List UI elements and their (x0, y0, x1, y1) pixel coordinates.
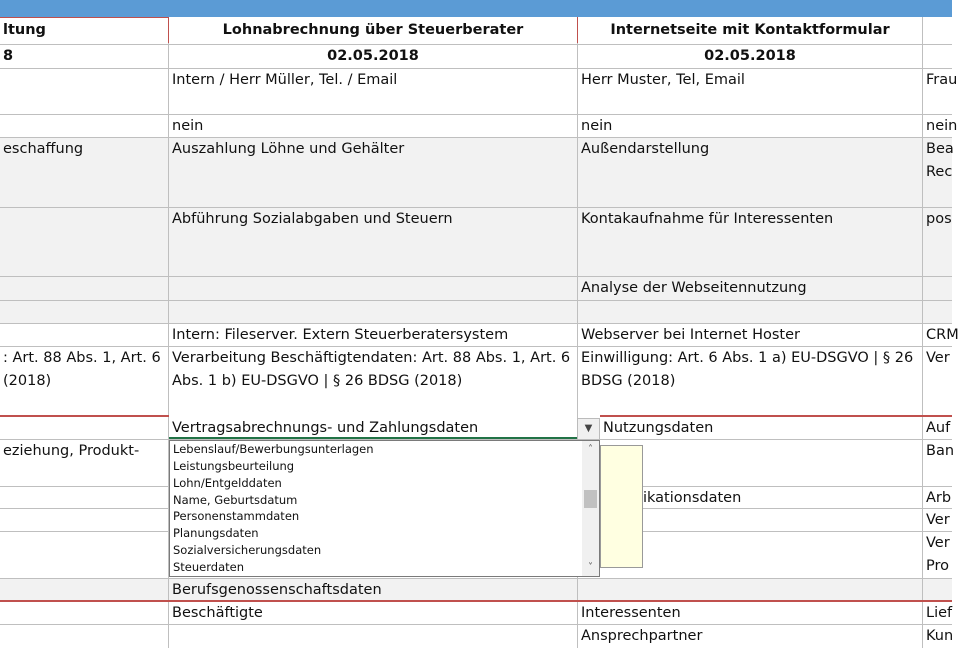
table-cell[interactable] (169, 277, 577, 300)
table-cell[interactable]: Abführung Sozialabgaben und Steuern (169, 208, 577, 276)
table-cell[interactable]: Bea Rec (923, 138, 952, 207)
table-cell[interactable]: Lief (926, 605, 953, 621)
header-cell[interactable]: Lohnabrechnung über Steuerberater (222, 22, 524, 38)
table-cell[interactable] (923, 579, 952, 600)
table-cell[interactable]: nein (581, 118, 613, 134)
table-cell[interactable]: Auf (926, 420, 951, 436)
chevron-down-icon[interactable]: ˅ (588, 562, 593, 573)
active-cell[interactable]: Vertragsabrechnungs- und Zahlungsdaten (169, 417, 577, 439)
table-cell[interactable] (0, 324, 168, 346)
table-cell[interactable]: Außendarstellung (578, 138, 922, 207)
table-cell[interactable] (0, 417, 168, 439)
table-cell[interactable]: nein (172, 118, 204, 134)
table-cell[interactable]: CRM (926, 327, 959, 343)
table-cell[interactable]: Webserver bei Internet Hoster (581, 327, 800, 343)
table-cell[interactable]: Beschäftigte (172, 605, 263, 621)
table-cell[interactable]: Frau (926, 72, 958, 88)
scrollbar-thumb[interactable] (584, 490, 597, 508)
dropdown-list[interactable] (169, 440, 600, 577)
table-cell[interactable]: Ver (926, 350, 950, 366)
table-cell[interactable] (578, 301, 922, 323)
table-cell[interactable]: Intern: Fileserver. Extern Steuerberatersystem (172, 327, 509, 343)
table-cell[interactable] (0, 579, 168, 600)
dropdown-option[interactable]: Planungsdaten (173, 526, 259, 540)
table-cell[interactable]: Herr Muster, Tel, Email (581, 72, 745, 88)
table-cell[interactable] (0, 625, 168, 648)
chevron-up-icon[interactable]: ˄ (588, 444, 593, 455)
table-cell[interactable]: Interessenten (581, 605, 681, 621)
dropdown-option[interactable]: Sozialversicherungsdaten (173, 543, 322, 557)
comment-box (600, 445, 643, 568)
table-cell[interactable]: Arb (926, 490, 952, 506)
date-cell[interactable]: 02.05.2018 (327, 48, 419, 64)
dropdown-arrow-icon[interactable]: ▼ (577, 418, 600, 440)
dropdown-option[interactable]: Steuerdaten (173, 560, 244, 574)
table-cell[interactable] (0, 602, 168, 624)
table-cell[interactable]: Analyse der Webseitennutzung (578, 277, 922, 300)
table-cell[interactable]: Ver Pro (926, 535, 950, 574)
table-cell[interactable] (923, 301, 952, 323)
table-cell[interactable]: Ver (926, 512, 950, 528)
table-cell[interactable]: Auszahlung Löhne und Gehälter (169, 138, 577, 207)
table-cell[interactable]: Verarbeitung Beschäftigtendaten: Art. 88 Abs. 1, Art. 6 Abs. 1 b) EU-DSGVO | § 26 BDSG (2018) (172, 350, 571, 389)
table-cell[interactable]: Nutzungsdaten (603, 420, 714, 436)
red-border (0, 17, 169, 18)
table-cell[interactable] (0, 115, 168, 137)
table-cell[interactable] (923, 277, 952, 300)
table-cell[interactable]: Kontakaufnahme für Interessenten (578, 208, 922, 276)
table-cell[interactable]: Kun (926, 628, 954, 644)
table-cell[interactable] (0, 69, 168, 114)
date-cell[interactable]: 8 (3, 48, 14, 64)
table-cell[interactable]: nein (926, 118, 958, 134)
dropdown-option[interactable]: Leistungsbeurteilung (173, 459, 295, 473)
table-cell[interactable] (0, 277, 168, 300)
table-cell[interactable] (169, 301, 577, 323)
header-cell[interactable]: ltung (3, 22, 46, 38)
table-cell[interactable]: eschaffung (0, 138, 168, 207)
dropdown-option[interactable]: Lohn/Entgelddaten (173, 476, 282, 490)
date-cell[interactable]: 02.05.2018 (704, 48, 796, 64)
table-cell[interactable]: eziehung, Produkt- (3, 443, 140, 459)
dropdown-option[interactable]: Name, Geburtsdatum (173, 493, 298, 507)
window-top-bar (0, 0, 952, 17)
header-cell[interactable]: Internetseite mit Kontaktformular (610, 22, 890, 38)
table-cell[interactable]: Ban (926, 443, 955, 459)
dropdown-scrollbar[interactable] (582, 441, 599, 576)
table-cell[interactable]: Ansprechpartner (581, 628, 703, 644)
table-cell[interactable]: pos (923, 208, 952, 276)
table-cell[interactable]: : Art. 88 Abs. 1, Art. 6 (2018) (3, 350, 161, 389)
table-cell[interactable]: Einwilligung: Art. 6 Abs. 1 a) EU-DSGVO | § 26 BDSG (2018) (581, 350, 914, 389)
dropdown-option[interactable]: Personenstammdaten (173, 509, 300, 523)
table-cell[interactable] (0, 301, 168, 323)
table-cell[interactable]: Intern / Herr Müller, Tel. / Email (172, 72, 398, 88)
table-cell[interactable]: ikationsdaten (643, 490, 742, 506)
table-cell[interactable] (169, 625, 577, 648)
table-cell[interactable] (0, 208, 168, 276)
table-cell[interactable] (578, 579, 922, 600)
table-cell[interactable]: Berufsgenossenschaftsdaten (169, 579, 577, 600)
dropdown-option[interactable]: Lebenslauf/Bewerbungsunterlagen (173, 442, 374, 456)
